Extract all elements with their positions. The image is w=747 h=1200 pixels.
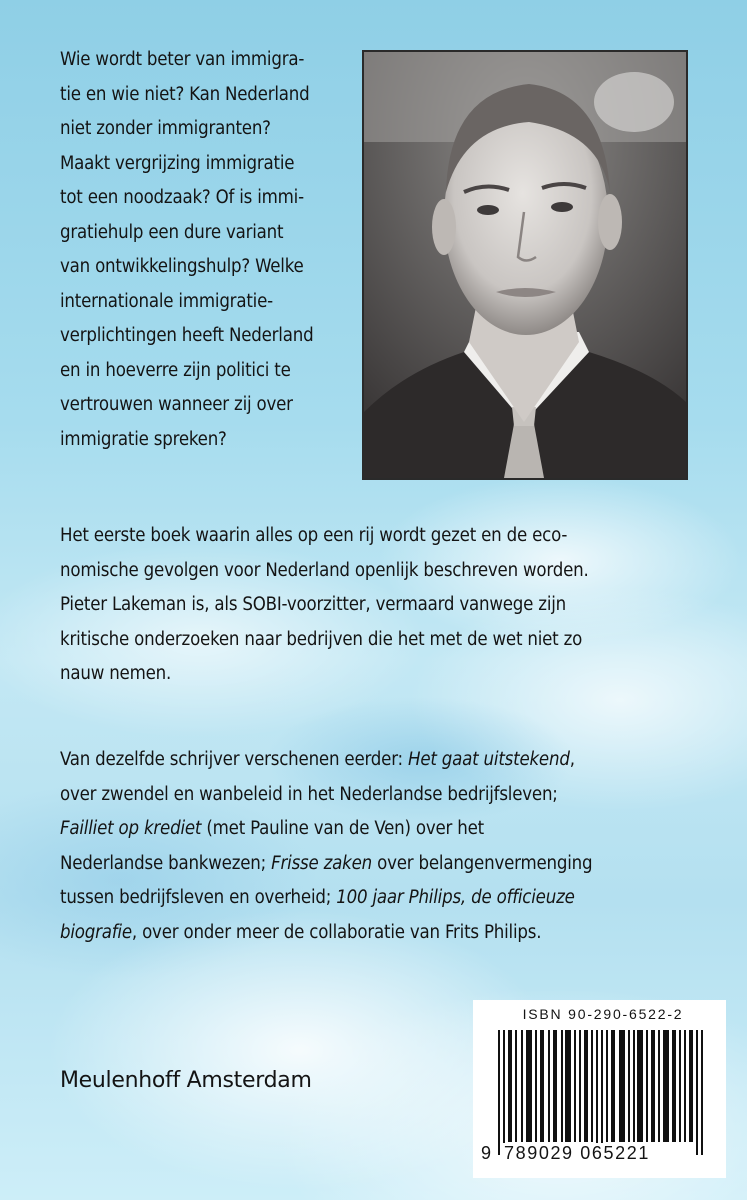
works-line: [60, 847, 700, 882]
intro-paragraph: [60, 43, 350, 457]
intro-line: en in hoeverre zijn politici te: [60, 359, 291, 381]
works-text: Nederlandse bankwezen;: [60, 852, 272, 874]
author-portrait-image: [364, 52, 686, 478]
works-text: tussen bedrijfsleven en overheid;: [60, 887, 337, 908]
intro-line: tot een noodzaak? Of is immi-: [60, 187, 304, 208]
works-text: over belangenvermenging: [372, 852, 593, 874]
works-line: [60, 916, 700, 951]
about-line: Pieter Lakeman is, als SOBI-voorzitter, vermaard vanwege zijn: [60, 594, 567, 615]
intro-line: van ontwikkelingshulp? Welke: [60, 256, 304, 277]
isbn-label: ISBN 90-290-6522-2: [522, 1006, 684, 1022]
book-title: Het gaat uitstekend: [408, 749, 570, 770]
intro-line: vertrouwen wanneer zij over: [60, 394, 293, 415]
book-title: Frisse zaken: [271, 852, 373, 874]
about-line: nomische gevolgen voor Nederland openlijk beschreven worden.: [60, 559, 589, 581]
book-title: biografie: [60, 921, 132, 943]
author-photo: [362, 50, 688, 480]
intro-line: Wie wordt beter van immigra-: [60, 49, 305, 70]
book-title: Failliet op krediet: [60, 818, 202, 839]
book-title: 100 jaar Philips, de officieuze: [336, 887, 575, 908]
works-line: [60, 881, 700, 916]
ean-digits: 789029 065221: [504, 1143, 650, 1163]
works-line: [60, 743, 700, 778]
about-line: nauw nemen.: [60, 663, 172, 684]
isbn-barcode: [473, 1000, 726, 1178]
intro-line: gratiehulp een dure variant: [60, 221, 284, 243]
works-text: Van dezelfde schrijver verschenen eerder:: [60, 749, 409, 770]
works-line: [60, 812, 700, 847]
ean-first-digit: 9: [481, 1143, 492, 1163]
intro-line: internationale immigratie-: [60, 290, 273, 312]
barcode-icon: [498, 1030, 703, 1155]
about-line: Het eerste boek waarin alles op een rij wordt gezet en de eco-: [60, 525, 568, 546]
about-paragraph: [60, 519, 700, 692]
intro-line: niet zonder immigranten?: [60, 118, 271, 139]
intro-line: tie en wie niet? Kan Nederland: [60, 83, 310, 105]
works-line: over zwendel en wanbeleid in het Nederlandse bedrijfsleven;: [60, 783, 558, 805]
works-text: , over onder meer de collaboratie van Frits Philips.: [131, 921, 542, 943]
intro-line: Maakt vergrijzing immigratie: [60, 152, 295, 174]
works-text: (met Pauline van de Ven) over het: [201, 818, 484, 839]
about-line: kritische onderzoeken naar bedrijven die het met de wet niet zo: [60, 628, 583, 650]
publisher-name: Meulenhoff Amsterdam: [60, 1068, 312, 1093]
previous-works-paragraph: [60, 743, 700, 950]
intro-line: verplichtingen heeft Nederland: [60, 325, 314, 346]
intro-line: immigratie spreken?: [60, 428, 227, 450]
works-text: ,: [569, 749, 575, 770]
